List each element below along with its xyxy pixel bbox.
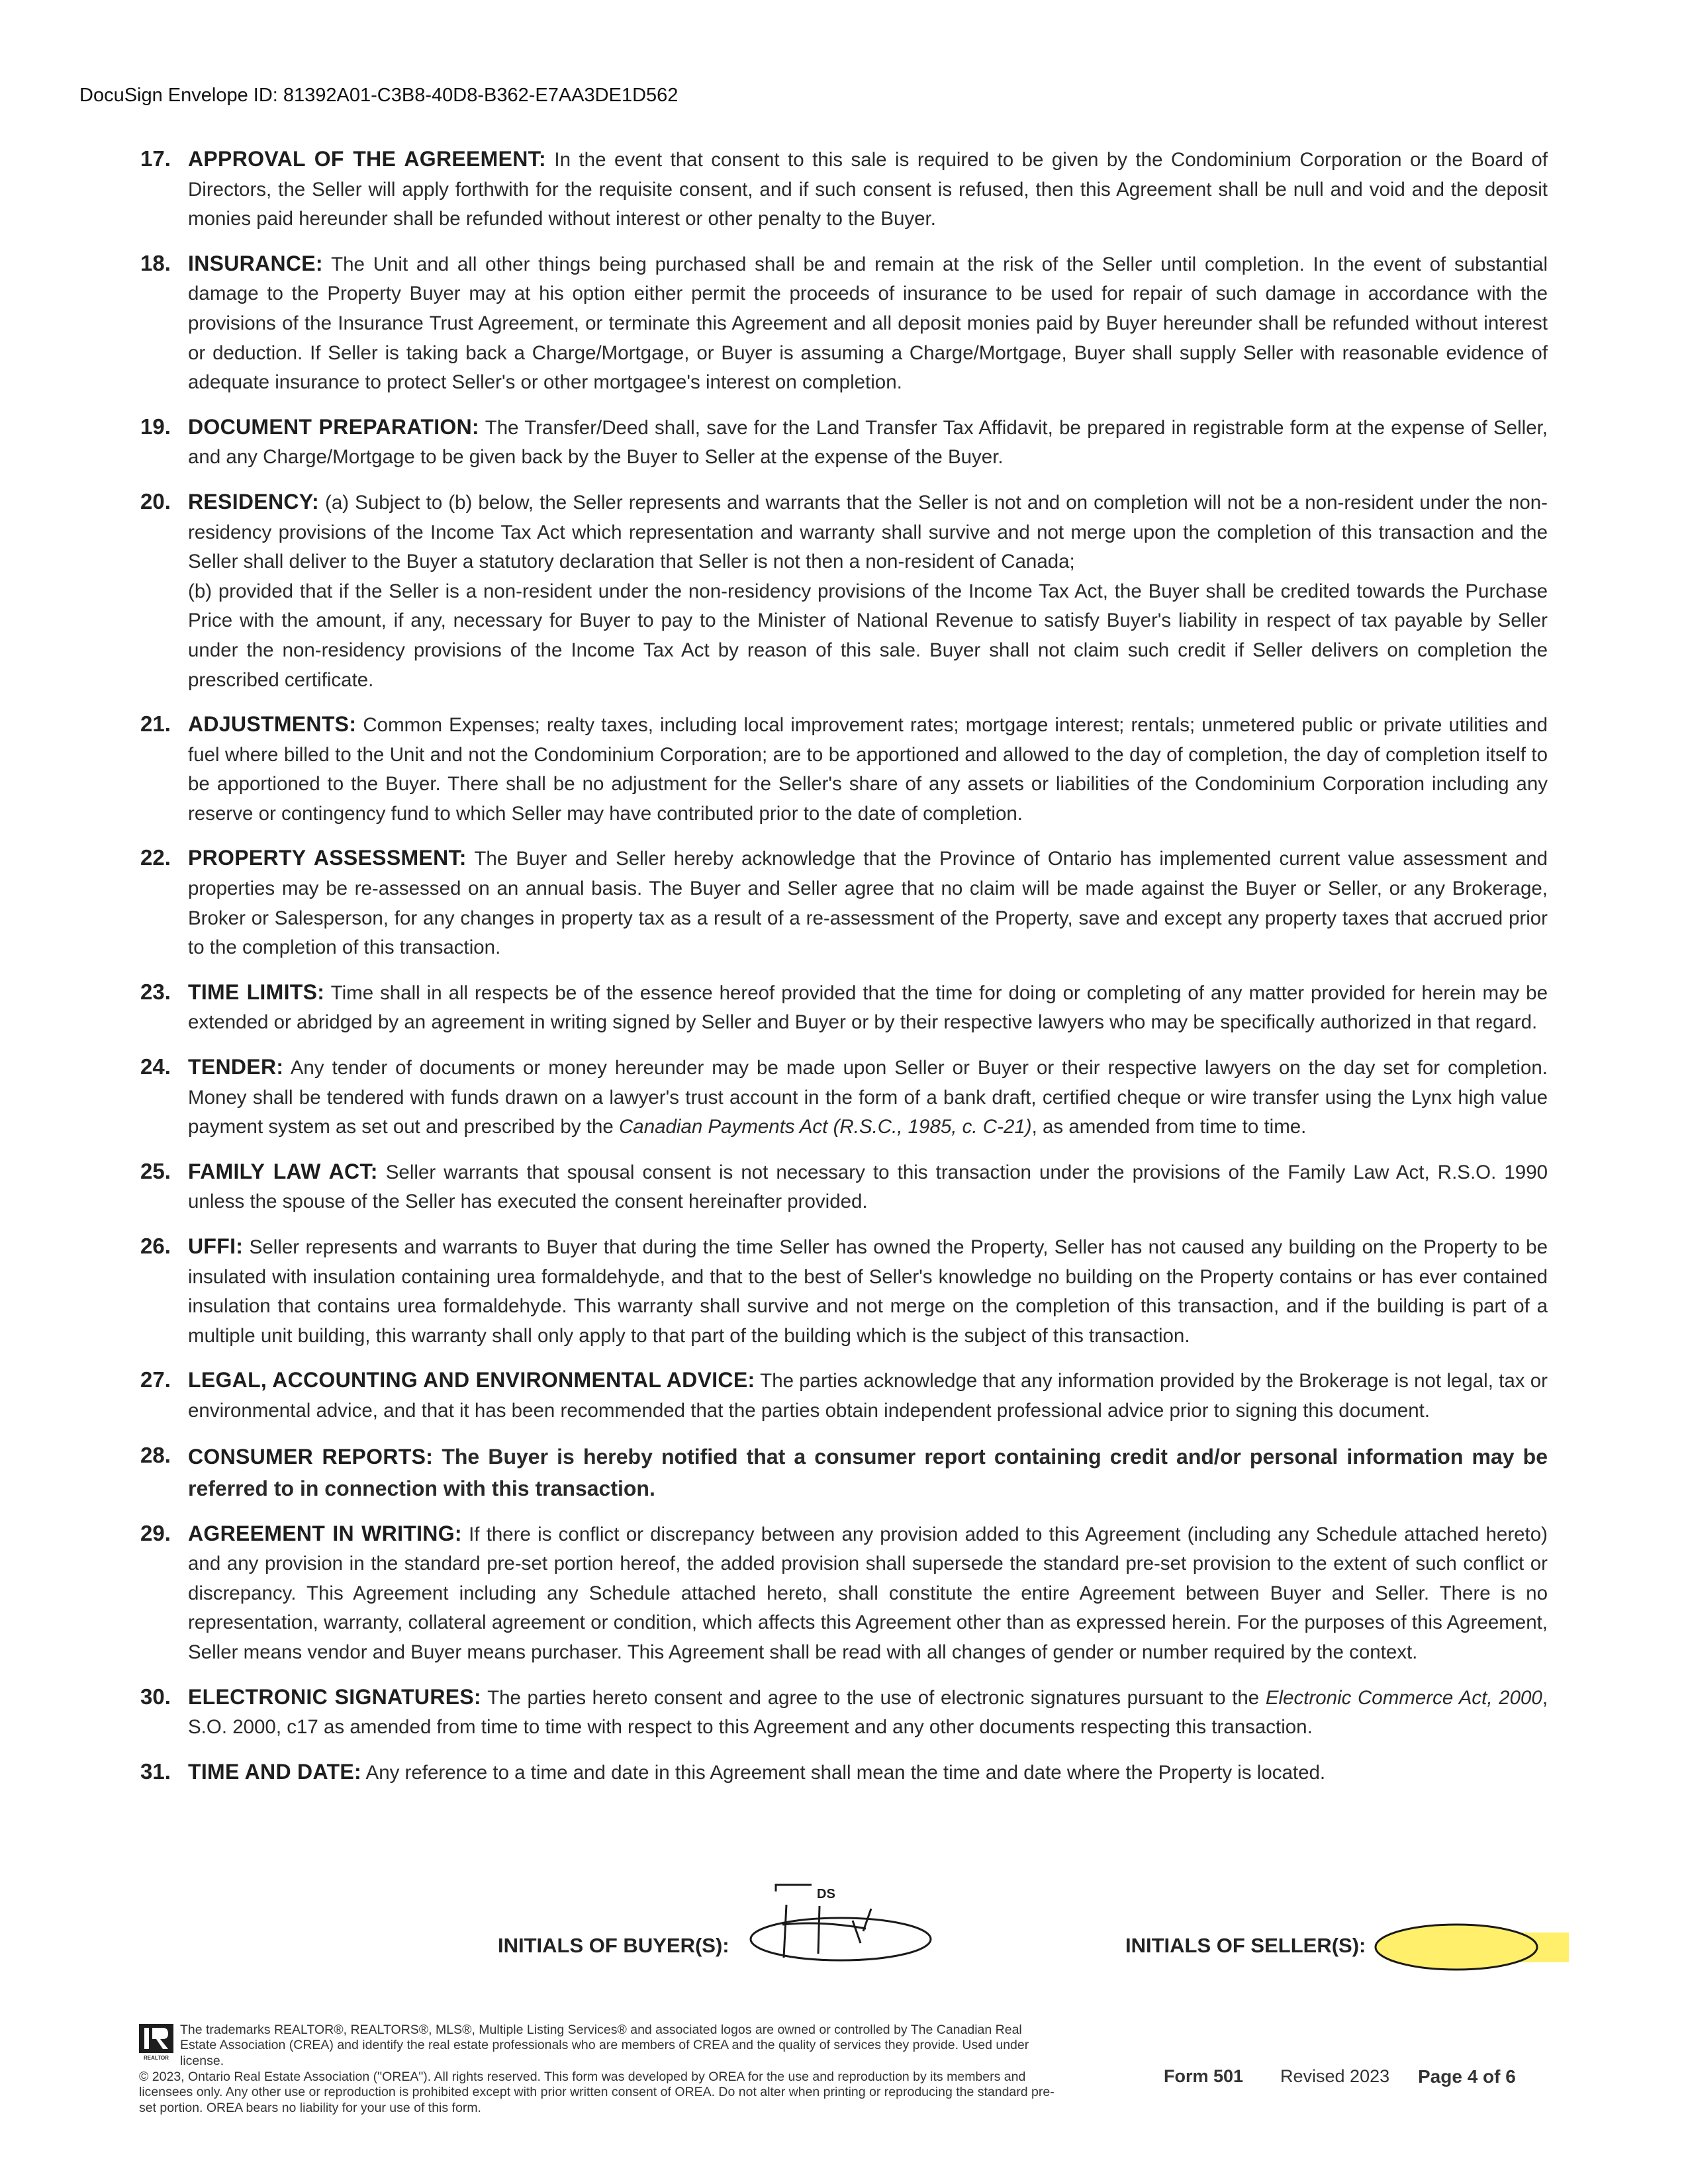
- initials-row: [0, 1880, 1688, 1985]
- act-citation: Electronic Commerce Act, 2000: [1265, 1686, 1542, 1709]
- form-number: Form 501: [1164, 2066, 1244, 2086]
- clause-text: In the event that consent to this sale is required to be given by the Condominium Corporation or the Board of Directors, the Seller will apply forthwith for the requisite consent, and if such consent is refused, then this Agreement shall be null and void and the deposit monies paid hereunder shall be refunded without interest or other penalty to the Buyer.: [188, 149, 1548, 230]
- clause-text: Any tender of documents or money hereunder may be made upon Seller or Buyer or their respective lawyers on the day set for completion. Money shall be tendered with funds drawn on a lawyer's trust account in the form of a bank draft, certified cheque or wire transfer using the Lynx high value payment system as set out and prescribed by the: [188, 1057, 1548, 1138]
- clause-number: 27.: [140, 1367, 171, 1392]
- clause-text: The Transfer/Deed shall, save for the Land Transfer Tax Affidavit, be prepared in registrable form at the expense of Seller, and any Charge/Mortgage to be given back by the Buyer to Seller at the expense of the Buyer.: [188, 416, 1548, 469]
- clause-title: UFFI:: [188, 1234, 244, 1258]
- initials-scribble: [782, 1905, 871, 1958]
- buyer-initials-signature[interactable]: [741, 1880, 940, 1969]
- logo-text: REALTOR: [144, 2055, 169, 2061]
- clause-title: TENDER:: [188, 1055, 284, 1079]
- clause-number: 26.: [140, 1234, 171, 1258]
- clause-number: 19.: [140, 414, 171, 439]
- clause-27: [140, 1365, 1548, 1426]
- trademark-notice: The trademarks REALTOR®, REALTORS®, MLS®, Multiple Listing Services® and associated logos are owned or controlled by The Canadian Real Estate Association (CREA) and identify the real estate professionals who are members of CREA and the quality of services they provide. Used under license.: [180, 2023, 1029, 2068]
- clause-title: LEGAL, ACCOUNTING AND ENVIRONMENTAL ADVICE:: [188, 1368, 755, 1392]
- clause-number: 28.: [140, 1442, 171, 1467]
- clause-title: PROPERTY ASSESSMENT:: [188, 846, 467, 870]
- clause-30: [140, 1682, 1548, 1743]
- clause-text-end: , as amended from time to time.: [1031, 1116, 1307, 1138]
- clause-title: DOCUMENT PREPARATION:: [188, 414, 479, 439]
- clause-text: The Buyer and Seller hereby acknowledge that the Province of Ontario has implemented current value assessment and properties may be re-assessed on an annual basis. The Buyer and Seller agree that no claim will be made against the Buyer or Seller, or any Brokerage, Broker or Salesperson, for any changes in property tax as a result of a re-assessment of the Property, save and except any property taxes that accrued prior to the completion of this transaction.: [188, 848, 1548, 959]
- ds-tag: DS: [817, 1887, 835, 1901]
- clause-number: 20.: [140, 488, 171, 514]
- clause-number: 18.: [140, 250, 171, 275]
- seller-initials-label: INITIALS OF SELLER(S):: [1125, 1934, 1366, 1957]
- clause-text: The Buyer is hereby notified that a consumer report containing credit and/or personal information may be referred to in connection with this transaction.: [188, 1444, 1548, 1500]
- clause-number: 31.: [140, 1758, 171, 1784]
- clause-title: INSURANCE:: [188, 251, 323, 275]
- clause-text: If there is conflict or discrepancy between any provision added to this Agreement (including any Schedule attached hereto) and any provision in the standard pre-set portion hereof, the added provision shall supersede the standard pre-set provision to the extent of such conflict or discrepancy. This Agreement including any Schedule attached hereto, shall constitute the entire Agreement between Buyer and Seller. There is no representation, warranty, collateral agreement or condition, which affects this Agreement other than as expressed herein. For the purposes of this Agreement, Seller means vendor and Buyer means purchaser. This Agreement shall be read with all changes of gender or number required by the context.: [188, 1523, 1548, 1663]
- clause-title: FAMILY LAW ACT:: [188, 1159, 378, 1183]
- clause-text: Common Expenses; realty taxes, including local improvement rates; mortgage interest; rentals; unmetered public or private utilities and fuel where billed to the Unit and not the Condominium Corporation; are to be apportioned and allowed to the day of completion, the day of completion itself to be apportioned to the Buyer. There shall be no adjustment for the Seller's share of any assets or liabilities of the Condominium Corporation including any reserve or contingency fund to which Seller may have contributed prior to the date of completion.: [188, 714, 1548, 825]
- clause-title: TIME LIMITS:: [188, 979, 325, 1004]
- docusign-envelope-id: DocuSign Envelope ID: 81392A01-C3B8-40D8-B362-E7AA3DE1D562: [79, 85, 679, 106]
- clause-title: ELECTRONIC SIGNATURES:: [188, 1684, 481, 1709]
- act-citation: Canadian Payments Act (R.S.C., 1985, c. C-21): [618, 1116, 1032, 1138]
- clause-text: The parties acknowledge that any information provided by the Brokerage is not legal, tax or environmental advice, and that it has been recommended that the parties obtain independent professional advice prior to signing this document.: [188, 1370, 1548, 1422]
- clause-29: [140, 1519, 1548, 1668]
- clause-title: ADJUSTMENTS:: [188, 712, 357, 737]
- clauses-list: [140, 144, 1548, 1802]
- revised-date: Revised 2023: [1280, 2066, 1390, 2086]
- clause-title: APPROVAL OF THE AGREEMENT:: [188, 147, 546, 171]
- clause-number: 29.: [140, 1520, 171, 1545]
- clause-31: [140, 1757, 1548, 1788]
- buyer-initials-label: INITIALS OF BUYER(S):: [498, 1934, 729, 1957]
- clause-number: 25.: [140, 1158, 171, 1183]
- clause-text-end: , S.O. 2000, c17 as amended from time to time with respect to this Agreement and any other documents respecting this transaction.: [188, 1686, 1548, 1739]
- page-number: Page 4 of 6: [1418, 2066, 1516, 2087]
- realtor-logo-icon: [139, 2024, 173, 2061]
- clause-25: [140, 1157, 1548, 1217]
- clause-18: [140, 249, 1548, 398]
- clause-number: 21.: [140, 711, 171, 737]
- clause-20: [140, 487, 1548, 695]
- clause-text: The Unit and all other things being purchased shall be and remain at the risk of the Seller until completion. In the event of substantial damage to the Property Buyer may at his option either permit the proceeds of insurance to be used for repair of such damage in accordance with the provisions of the Insurance Trust Agreement, or terminate this Agreement and all deposit monies paid by Buyer hereunder shall be refunded without interest or deduction. If Seller is taking back a Charge/Mortgage, or Buyer is assuming a Charge/Mortgage, Buyer shall supply Seller with reasonable evidence of adequate insurance to protect Seller's or other mortgagee's interest on completion.: [188, 253, 1548, 394]
- clause-text: Any reference to a time and date in this Agreement shall mean the time and date where the Property is located.: [361, 1761, 1326, 1784]
- ds-bracket: [776, 1885, 812, 1891]
- clause-number: 30.: [140, 1684, 171, 1709]
- clause-text: (a) Subject to (b) below, the Seller represents and warrants that the Seller is not and on completion will not be a non-resident under the non-residency provisions of the Income Tax Act which representation and warranty shall survive and not merge upon the completion of this transaction and the Seller shall deliver to the Buyer a statutory declaration that Seller is not then a non-resident of Canada;: [188, 491, 1548, 573]
- clause-19: [140, 412, 1548, 473]
- seller-initials-ellipse: [1376, 1925, 1537, 1970]
- clause-title: RESIDENCY:: [188, 489, 319, 514]
- clause-17: [140, 144, 1548, 234]
- clause-number: 24.: [140, 1054, 171, 1079]
- clause-23: [140, 978, 1548, 1038]
- clause-title: CONSUMER REPORTS:: [188, 1444, 434, 1469]
- clause-21: [140, 709, 1548, 829]
- clause-text: Seller represents and warrants to Buyer that during the time Seller has owned the Property, Seller has not caused any building on the Property to be insulated with insulation containing urea formaldehyde, and that to the best of Seller's knowledge no building on the Property contains or has ever contained insulation that contains urea formaldehyde. This warranty shall survive and not merge on the completion of this transaction, and if the building is part of a multiple unit building, this warranty shall only apply to that part of the building which is the subject of this transaction.: [188, 1236, 1548, 1347]
- clause-text: Time shall in all respects be of the essence hereof provided that the time for doing or completing of any matter provided for herein may be extended or abridged by an agreement in writing signed by Seller and Buyer or by their respective lawyers who may be specifically authorized in that regard.: [188, 981, 1548, 1034]
- seller-initials-field[interactable]: [1370, 1906, 1569, 1979]
- clause-title: TIME AND DATE:: [188, 1759, 361, 1784]
- clause-title: AGREEMENT IN WRITING:: [188, 1521, 462, 1545]
- clause-number: 22.: [140, 845, 171, 870]
- clause-text: The parties hereto consent and agree to the use of electronic signatures pursuant to the: [481, 1686, 1266, 1709]
- clause-26: [140, 1232, 1548, 1351]
- clause-22: [140, 843, 1548, 962]
- copyright-notice: © 2023, Ontario Real Estate Association ("OREA"). All rights reserved. This form was developed by OREA for the use and reproduction by its members and licensees only. Any other use or reproduction is prohibited except with prior written consent of OREA. Do not alter when printing or reproducing the standard pre-set portion. OREA bears no liability for your use of this form.: [139, 2070, 1055, 2115]
- clause-text: Seller warrants that spousal consent is not necessary to this transaction under the provisions of the Family Law Act, R.S.O. 1990 unless the spouse of the Seller has executed the consent hereinafter provided.: [188, 1161, 1548, 1213]
- clause-number: 17.: [140, 146, 171, 171]
- clause-text-b: (b) provided that if the Seller is a non-resident under the non-residency provisions of the Income Tax Act, the Buyer shall be credited towards the Purchase Price with the amount, if any, necessary for Buyer to pay to the Minister of National Revenue to satisfy Buyer's liability in respect of tax payable by Seller under the non-residency provisions of the Income Tax Act by reason of this sale. Buyer shall not claim such credit if Seller delivers on completion the prescribed certificate.: [188, 580, 1548, 691]
- clause-24: [140, 1052, 1548, 1142]
- clause-28: [140, 1441, 1548, 1504]
- clause-number: 23.: [140, 979, 171, 1004]
